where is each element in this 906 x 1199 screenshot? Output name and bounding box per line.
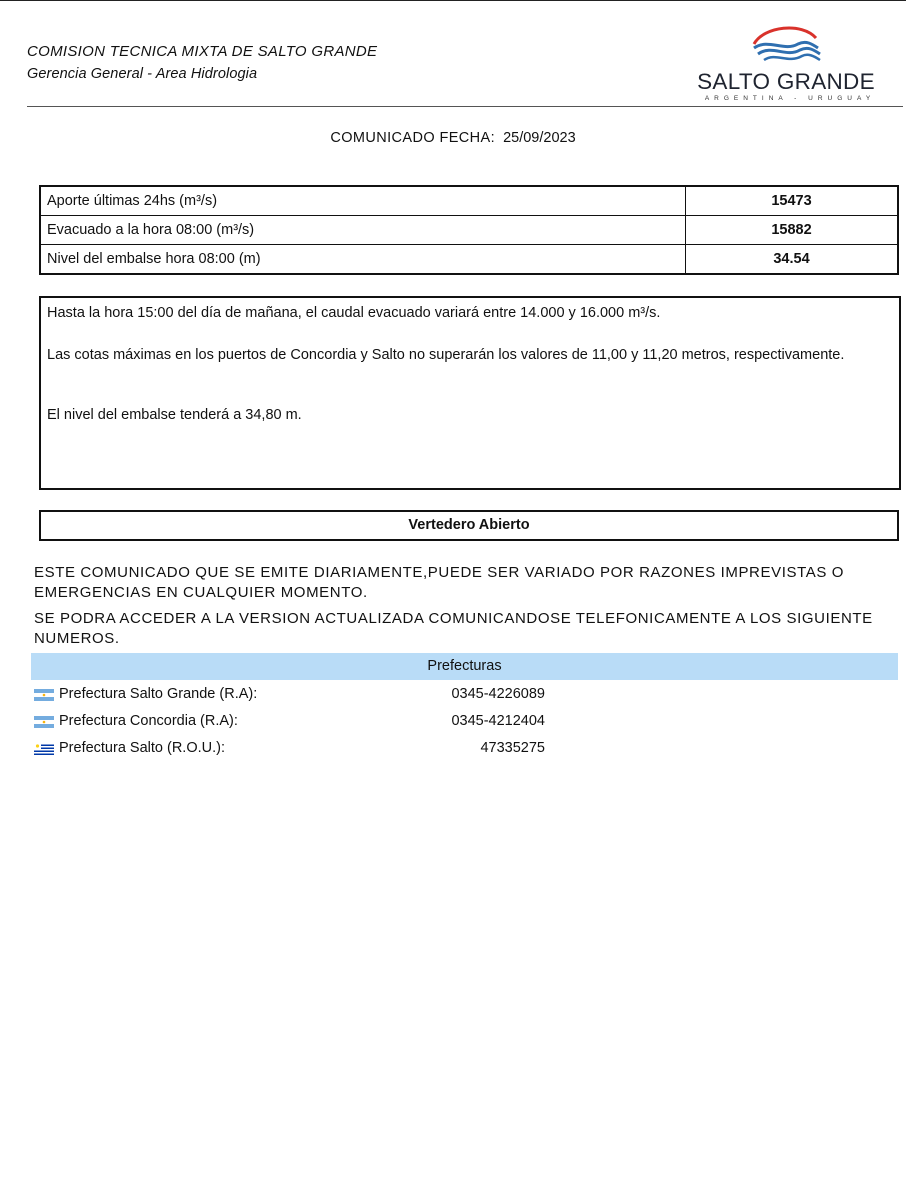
prefectura-phone[interactable]: 0345-4226089: [451, 686, 545, 702]
table-row: [40, 186, 898, 216]
reading-value: 15882: [686, 216, 899, 245]
header-divider: [27, 106, 903, 107]
organization-name: COMISION TECNICA MIXTA DE SALTO GRANDE: [27, 43, 378, 60]
table-row: [40, 216, 898, 245]
reading-label: Aporte últimas 24hs (m³/s): [40, 186, 686, 216]
top-border: [0, 0, 906, 1]
prefectura-phone[interactable]: 47335275: [480, 740, 545, 756]
forecast-notes-box: [39, 296, 901, 490]
salto-grande-logo: [690, 22, 890, 106]
communique-label: COMUNICADO FECHA:: [330, 130, 496, 146]
list-item: [34, 681, 554, 708]
salto-grande-waves-icon: [690, 22, 890, 72]
spillway-status: Vertedero Abierto: [39, 510, 899, 541]
disclaimer-block: [34, 563, 884, 649]
forecast-note: Hasta la hora 15:00 del día de mañana, el caudal evacuado variará entre 14.000 y 16.000 m³/s.: [47, 305, 661, 321]
prefectura-name: Prefectura Salto (R.O.U.):: [59, 740, 225, 756]
forecast-note: Las cotas máximas en los puertos de Concordia y Salto no superarán los valores de 11,00 y 11,20 metros, respectivamente.: [47, 347, 845, 363]
list-item: [34, 735, 554, 762]
prefectura-name: Prefectura Salto Grande (R.A):: [59, 686, 258, 702]
communique-date: 25/09/2023: [503, 130, 576, 146]
argentina-flag-icon: [34, 689, 54, 701]
uruguay-flag-icon: [34, 743, 54, 755]
reading-value: 15473: [686, 186, 899, 216]
prefecturas-header: Prefecturas: [31, 653, 898, 680]
reading-label: Nivel del embalse hora 08:00 (m): [40, 245, 686, 275]
list-item: [34, 708, 554, 735]
readings-table: [39, 185, 899, 275]
organization-department: Gerencia General - Area Hidrologia: [27, 66, 258, 82]
prefectura-phone[interactable]: 0345-4212404: [451, 713, 545, 729]
communique-date-line: [0, 130, 906, 146]
prefectura-name: Prefectura Concordia (R.A):: [59, 713, 238, 729]
reading-label: Evacuado a la hora 08:00 (m³/s): [40, 216, 686, 245]
logo-wordmark: SALTO GRANDE: [697, 69, 875, 94]
logo-subtitle: ARGENTINA - URUGUAY: [704, 95, 876, 102]
argentina-flag-icon: [34, 716, 54, 728]
disclaimer-text: ESTE COMUNICADO QUE SE EMITE DIARIAMENTE,PUEDE SER VARIADO POR RAZONES IMPREVISTAS O EMERGENCIAS EN CUALQUIER MOMENTO.: [34, 564, 844, 601]
prefecturas-list: [34, 681, 554, 762]
reading-value: 34.54: [686, 245, 899, 275]
forecast-note: El nivel del embalse tenderá a 34,80 m.: [47, 407, 302, 423]
disclaimer-text: SE PODRA ACCEDER A LA VERSION ACTUALIZADA COMUNICANDOSE TELEFONICAMENTE A LOS SIGUIENTE NUMEROS.: [34, 610, 873, 647]
organization-block: [27, 40, 377, 86]
table-row: [40, 245, 898, 275]
